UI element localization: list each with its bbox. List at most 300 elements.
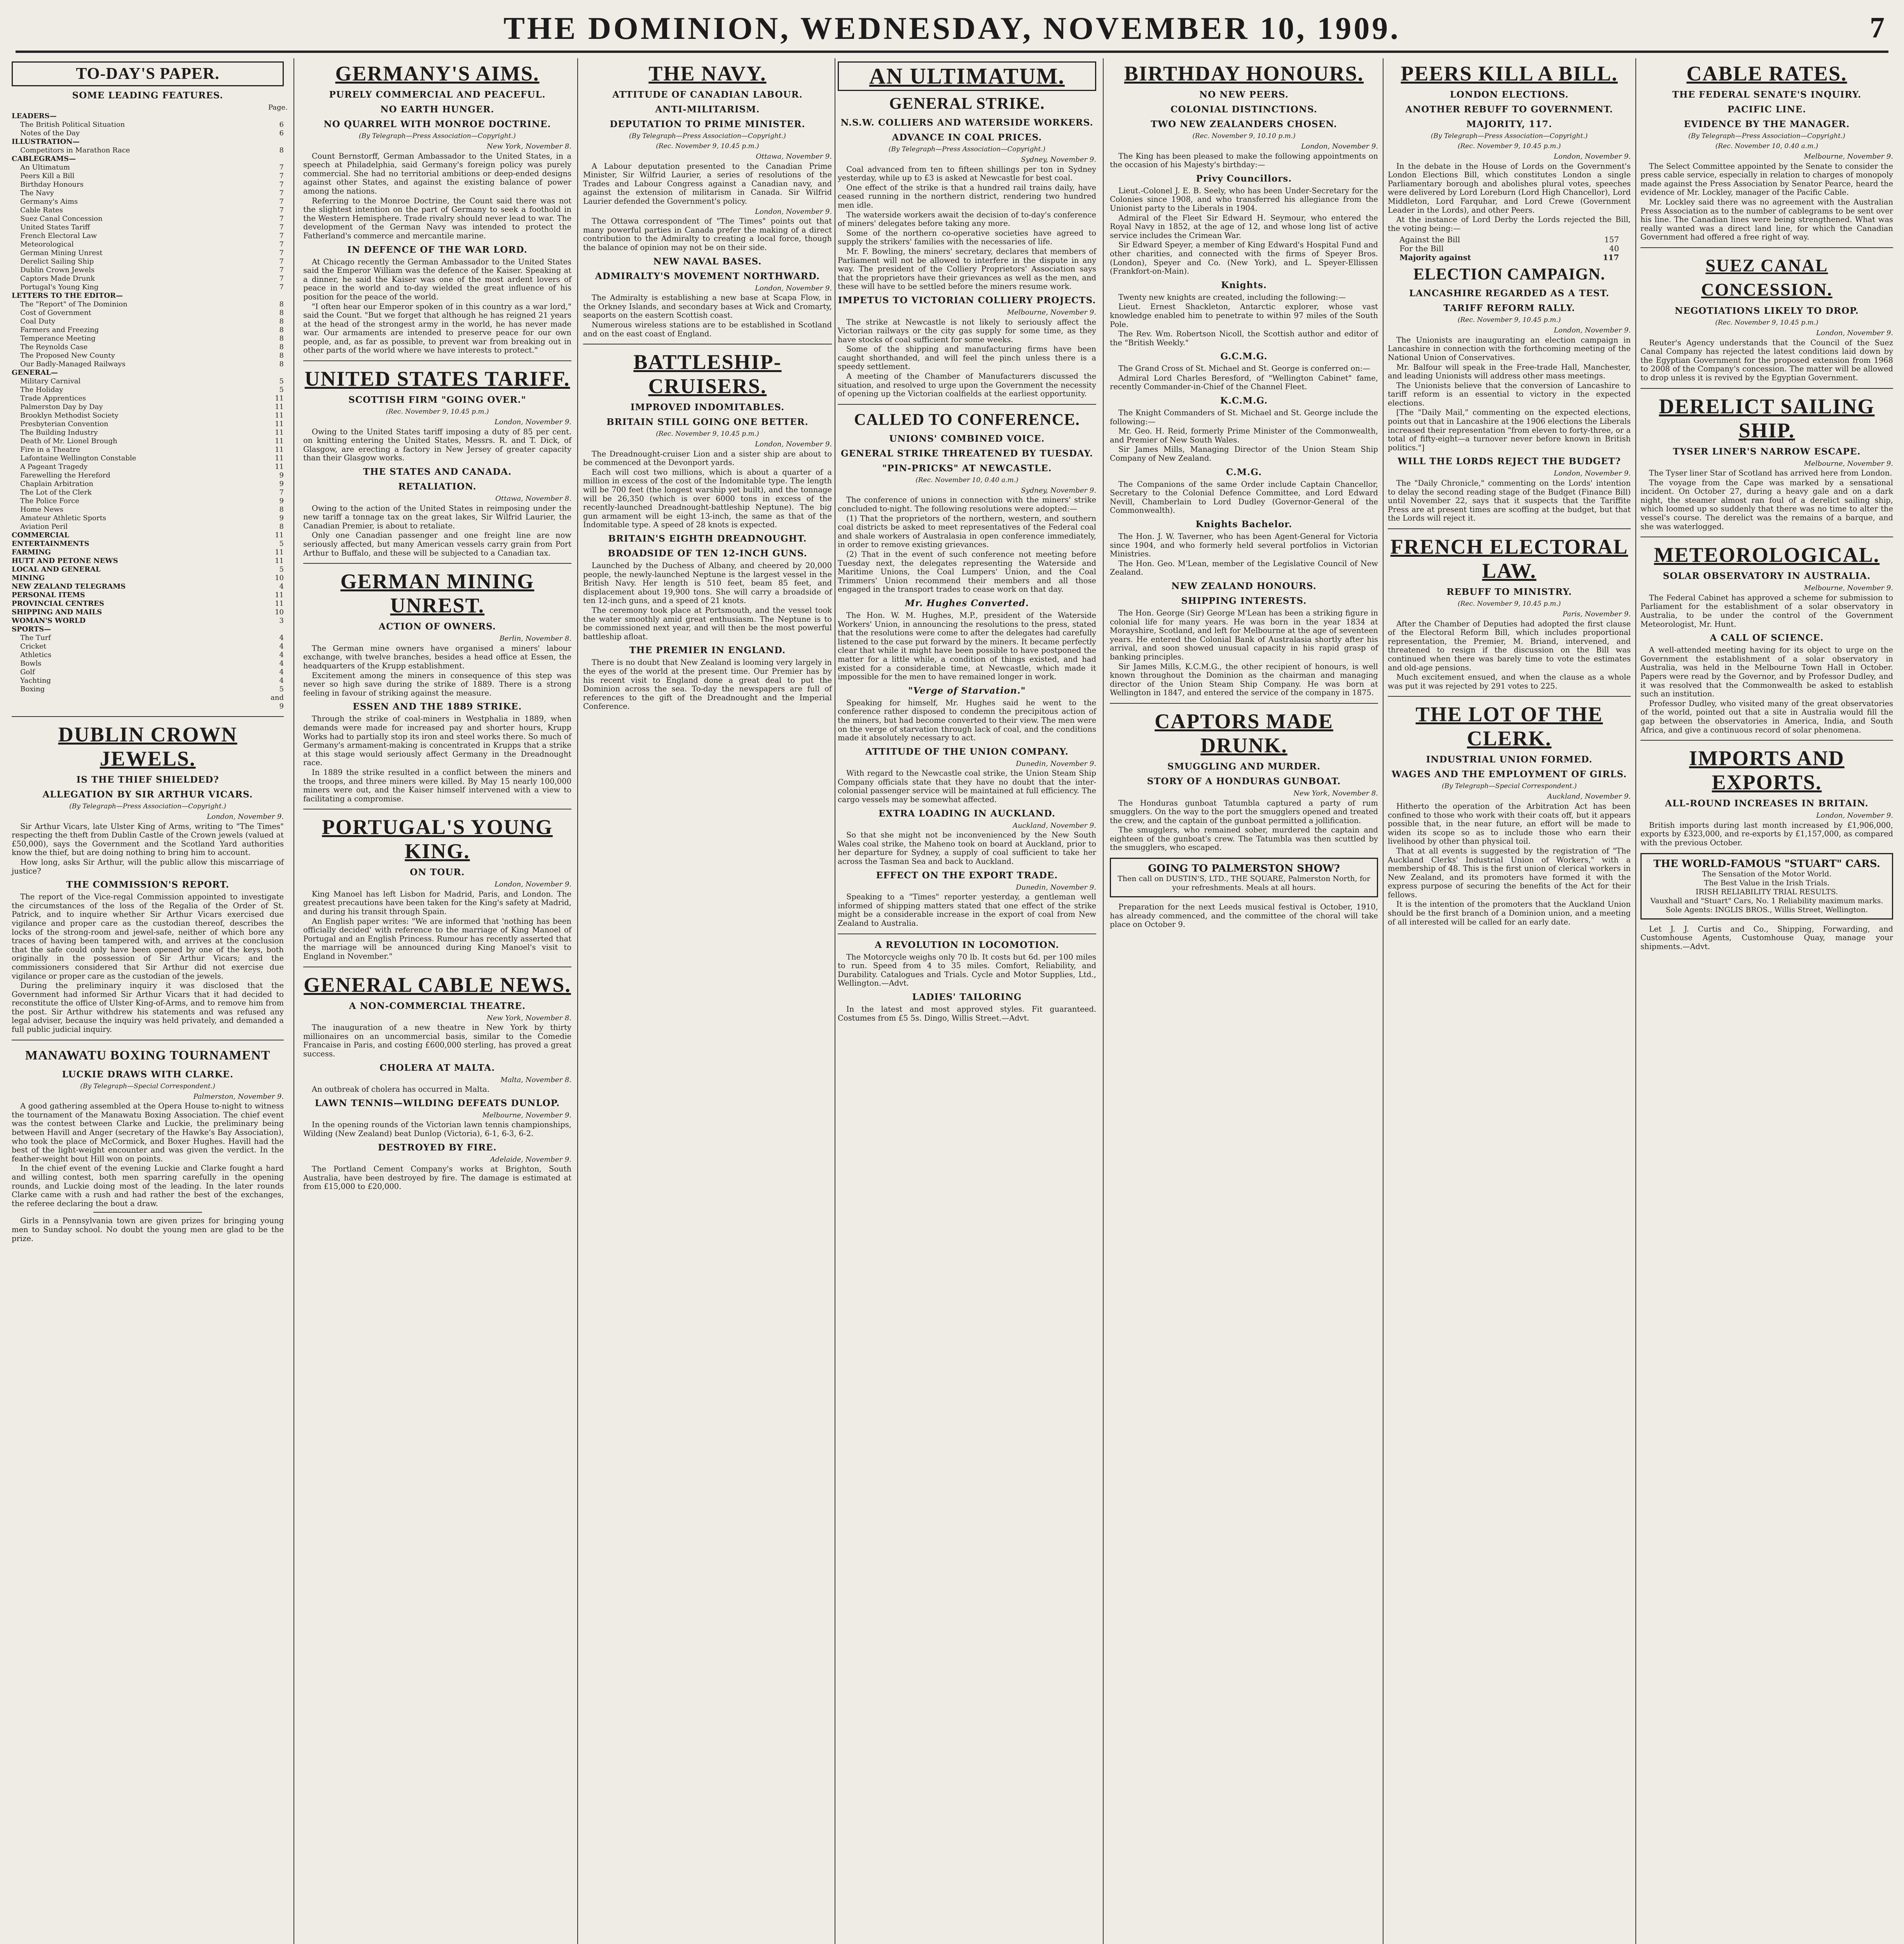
toc-entry-title: Athletics xyxy=(20,651,52,659)
article-paragraph: The Honduras gunboat Tatumbla captured a party of rum smugglers. On the way to the port the smugglers opened and treated the crew, and the captain of the gunboat permitted a jollification. xyxy=(1110,798,1378,825)
article-captors-subheading-2: STORY OF A HONDURAS GUNBOAT. xyxy=(1147,776,1341,787)
advert-locomotion-heading: A REVOLUTION IN LOCOMOTION. xyxy=(875,939,1059,950)
vote-row xyxy=(1399,244,1619,253)
article-paragraph: The strike at Newcastle is not likely to seriously affect the Victorian railways or the city gas supply for some time, as they have stocks of coal sufficient for some weeks. xyxy=(838,317,1096,344)
article-eighth-subheading: BRITAIN'S EIGHTH DREADNOUGHT. xyxy=(608,533,807,544)
article-peers-heading: PEERS KILL A BILL. xyxy=(1401,62,1618,85)
article-paragraph: Some of the shipping and manufacturing firms have been caught shorthanded, and will feel the pinch unless there is a speedy settlement. xyxy=(838,344,1096,371)
toc-entry-title: Trade Apprentices xyxy=(20,394,86,402)
received-note: (Rec. November 10, 0.40 a.m.) xyxy=(915,476,1018,484)
filler-paragraph: Girls in a Pennsylvania town are given prizes for bringing young men to Sunday school. No doubt the young men are glad to be the prize. xyxy=(12,1216,284,1243)
dateline: London, November 9. xyxy=(755,284,832,292)
toc-entry xyxy=(12,488,284,497)
toc-entry xyxy=(12,146,284,155)
article-paragraph: Referring to the Monroe Doctrine, the Count said there was not the slightest intention on the part of Germany to seek a foothold in the Western Hemisphere. Trade rivalry should never lead to war. The development of the German Navy was intended to protect the Fatherland's commerce and mercantile marine. xyxy=(303,196,571,240)
article-paragraph: During the preliminary inquiry it was disclosed that the Government had informed Sir Arthur Vicars that it had decided to reconstitute the office of Ulster King-of-Arms, and to remove him from the post. Sir Arthur withdrew his statements and was refused any legal adviser, because the inquiry was held privately, and demanded a full public judicial inquiry. xyxy=(12,981,284,1034)
article-meteorological-heading: METEOROLOGICAL. xyxy=(1654,543,1880,567)
article-commission-subheading: THE COMMISSION'S REPORT. xyxy=(66,879,229,890)
toc-entry-title: Amateur Athletic Sports xyxy=(20,514,107,522)
column-7 xyxy=(1640,58,1893,1944)
dateline: Sydney, November 9. xyxy=(1021,486,1096,495)
toc-entry-title: Golf xyxy=(20,668,35,676)
toc-entry-page: 8 xyxy=(279,351,284,360)
toc-entry xyxy=(12,677,284,685)
article-paragraph: A Labour deputation presented to the Canadian Prime Minister, Sir Wilfrid Laurier, a series of resolutions of the Trades and Labour Congress against a Canadian navy, and against the extension of militarism in Canada. Sir Wilfrid Laurier defended the Government's policy. xyxy=(583,161,832,206)
toc-entry xyxy=(12,420,284,428)
toc-entry-page: 8 xyxy=(279,309,284,317)
article-paragraph: Lieut. Ernest Shackleton, Antarctic explorer, whose vast knowledge enabled him to penetrate to within 97 miles of the South Pole. xyxy=(1110,302,1378,329)
article-paragraph: Sir Edward Speyer, a member of King Edward's Hospital Fund and other charities, and connected with the firms of Speyer Bros. (London), Speyer and Co. (New York), and L. Speyer-Ellissen (Frankfort-on-Main). xyxy=(1110,240,1378,276)
toc-entry-page: 11 xyxy=(275,394,284,402)
dateline: Dunedin, November 9. xyxy=(1016,759,1096,768)
article-paragraph: Professor Dudley, who visited many of the great observatories of the world, pointed out that a site in Australia would fill the gap between the observatories in America, India, and South Africa, and give a continuous record of solar phenomena. xyxy=(1640,699,1893,734)
toc-entry xyxy=(12,411,284,420)
toc-entry xyxy=(12,591,284,600)
divider xyxy=(12,716,284,717)
article-paragraph: There is no doubt that New Zealand is looming very largely in the eyes of the world at the present time. Our Premier has by his recent visit to England done a great deal to put the Dominion across the sea. To-day the newspapers are full of references to the gift of the Dreadnought and the Imperial Conference. xyxy=(583,658,832,711)
article-paragraph: The Knight Commanders of St. Michael and St. George include the following:— xyxy=(1110,408,1378,426)
toc-entry-page: 8 xyxy=(279,334,284,343)
advert-heading: GOING TO PALMERSTON SHOW? xyxy=(1148,863,1340,875)
article-conference-subheading-3: "PIN-PRICKS" AT NEWCASTLE. xyxy=(882,463,1052,474)
advert-stuart-cars xyxy=(1640,853,1893,920)
article-paragraph: Speaking to a "Times" reporter yesterday, a gentleman well informed of shipping matters stated that one effect of the strike might be a considerable increase in the export of coal from New Zealand to Australia. xyxy=(838,892,1096,928)
article-essen-subheading: ESSEN AND THE 1889 STRIKE. xyxy=(353,701,522,712)
toc-entry-title: Farewelling the Hereford xyxy=(20,471,110,479)
dateline: Paris, November 9. xyxy=(1562,610,1631,618)
toc-entry-title: CABLEGRAMS— xyxy=(12,155,76,163)
toc-entry-page: 7 xyxy=(279,274,284,283)
toc-entry xyxy=(12,600,284,608)
toc-entry xyxy=(12,454,284,463)
toc-entry-page: 5 and 9 xyxy=(271,685,284,710)
article-paragraph: King Manoel has left Lisbon for Madrid, Paris, and London. The greatest precautions have been taken for the King's safety at Madrid, and during his transit through Spain. xyxy=(303,889,571,916)
toc-entry-title: Palmerston Day by Day xyxy=(20,403,103,411)
article-paragraph: It is the intention of the promoters that the Auckland Union should be the first branch of a Dominion union, and a meeting of all interested will be called for an early date. xyxy=(1388,900,1631,927)
toc-entry-title: The British Political Situation xyxy=(20,121,125,129)
article-paragraph: The Hon. J. W. Taverner, who has been Agent-General for Victoria since 1904, and who formerly held several portfolios in Victorian Ministries. xyxy=(1110,532,1378,559)
toc-entry xyxy=(12,112,284,121)
toc-entry xyxy=(12,240,284,249)
article-dublin-subheading-2: ALLEGATION BY SIR ARTHUR VICARS. xyxy=(42,789,253,800)
article-boxing-subheading: LUCKIE DRAWS WITH CLARKE. xyxy=(62,1069,234,1080)
vote-label: For the Bill xyxy=(1399,243,1444,253)
received-note: (Rec. November 9, 10.45 p.m.) xyxy=(1715,318,1818,327)
article-navy-heading: THE NAVY. xyxy=(648,62,767,85)
toc-entry-title: Our Badly-Managed Railways xyxy=(20,360,126,368)
toc-entry xyxy=(12,428,284,437)
article-paragraph: The Unionists believe that the conversion of Lancashire to tariff reform is an essential to victory in the expected elections. xyxy=(1388,381,1631,407)
toc-entry-page: 11 xyxy=(275,531,284,539)
article-dublin-subheading: IS THE THIEF SHIELDED? xyxy=(76,774,219,785)
received-note: (Rec. November 9, 10.45 p.m.) xyxy=(1457,600,1561,608)
kcmg-subheading: K.C.M.G. xyxy=(1220,395,1268,406)
toc-heading: TO-DAY'S PAPER. xyxy=(12,61,284,86)
toc-entry xyxy=(12,497,284,505)
article-paragraph: In 1889 the strike resulted in a conflict between the miners and the troops, and three miners were killed. By May 15 nearly 100,000 miners were out, and the Kaiser himself intervened with a view to facilitating a compromise. xyxy=(303,767,571,803)
dateline: Auckland, November 9. xyxy=(1013,821,1096,830)
dateline: Ottawa, November 9. xyxy=(756,152,832,161)
toc-entry xyxy=(12,531,284,540)
article-paragraph: Mr. Lockley said there was no agreement with the Australian Press Association as to the number of cablegrams to be sent over his line. The Canadian lines were being strengthened. What was really wanted was a direct land line, for which the Canadian Government had offered a free right of way. xyxy=(1640,197,1893,242)
dateline: Melbourne, November 9. xyxy=(1804,152,1893,161)
column-rule xyxy=(1635,58,1636,1944)
article-canada-subheading: THE STATES AND CANADA. xyxy=(363,467,512,477)
toc-entry-page: 7 xyxy=(279,189,284,197)
toc-entry xyxy=(12,557,284,565)
toc-entry xyxy=(12,369,284,377)
toc-entry-title: Lafontaine Wellington Constable xyxy=(20,454,136,462)
vote-count: 157 xyxy=(1604,235,1619,245)
vote-label: Majority against xyxy=(1399,252,1471,262)
column-5 xyxy=(1110,58,1378,1944)
toc-entry-title: The Building Industry xyxy=(20,428,98,437)
vote-label: Against the Bill xyxy=(1399,235,1460,245)
toc-entry-page xyxy=(268,625,284,634)
toc-entry xyxy=(12,232,284,240)
article-cruisers-subheading: IMPROVED INDOMITABLES. xyxy=(630,402,785,413)
toc-entry-title: Notes of the Day xyxy=(20,129,80,137)
article-paragraph: The ceremony took place at Portsmouth, and the vessel took the water smoothly amid great enthusiasm. The Neptune is to be commissioned next year, and will then be the most powerful battleship afloat. xyxy=(583,606,832,641)
article-paragraph: [The "Daily Mail," commenting on the expected elections, points out that in Lancashire at the 1906 elections the Liberals increased their representation "from eleven to forty-three, or a total of fifty-eight—a turnover never before known in British politics."] xyxy=(1388,408,1631,452)
article-mining-subheading: ACTION OF OWNERS. xyxy=(379,621,496,632)
article-portugal-subheading: ON TOUR. xyxy=(410,867,465,878)
toc-entry xyxy=(12,617,284,625)
toc-entry-page: 9 xyxy=(279,471,284,479)
toc-entry-page: 8 xyxy=(279,326,284,334)
toc-entry-title: FARMING xyxy=(12,548,51,556)
toc-entry-title: SPORTS— xyxy=(12,625,51,633)
article-paragraph: The Admiralty is establishing a new base at Scapa Flow, in the Orkney Islands, and secondary bases at Wick and Cromarty, seaports on the eastern Scottish coast. xyxy=(583,293,832,320)
toc-entry-page: 10 xyxy=(275,608,284,616)
advert-lines xyxy=(1645,870,1888,914)
article-paragraph: In the chief event of the evening Luckie and Clarke fought a hard and willing contest, both men sparring carefully in the opening rounds, and Luckie doing most of the leading. In the later rounds Clarke came with a rush and had rather the best of the exchanges, the referee declaring the bout a draw. xyxy=(12,1164,284,1208)
article-paragraph: Owing to the United States tariff imposing a duty of 85 per cent. on knitting entering the United States, Messrs. R. and T. Dick, of Glasgow, are erecting a factory in New Jersey of greater capacity than their Glasgow works. xyxy=(303,427,571,463)
article-paragraph: Mr. Geo. H. Reid, formerly Prime Minister of the Commonwealth, and Premier of New South Wales. xyxy=(1110,427,1378,444)
toc-entry xyxy=(12,300,284,309)
toc-entry-page: 8 xyxy=(279,300,284,308)
toc-entry-title: Coal Duty xyxy=(20,317,56,325)
dateline: London, November 9. xyxy=(1816,329,1893,337)
masthead xyxy=(16,8,1888,53)
article-paragraph: The Federal Cabinet has approved a scheme for submission to Parliament for the establishment of a solar observatory in Australia, to be under the control of the Government Meteorologist, Mr. Hunt. xyxy=(1640,593,1893,629)
press-credit: (By Telegraph—Press Association—Copyright.) xyxy=(1688,132,1845,140)
article-paragraph: Lieut.-Colonel J. E. B. Seely, who has been Under-Secretary for the Colonies since 1908, and who transferred his allegiance from the Unionist party to the Liberals in 1904. xyxy=(1110,186,1378,213)
toc-entry xyxy=(12,394,284,403)
toc-entry-page: 11 xyxy=(275,403,284,411)
article-paragraph: The German mine owners have organised a miners' labour exchange, with twelve branches, besides a head office at Essen, the headquarters of the Krupp establishment. xyxy=(303,643,571,670)
dateline: Melbourne, November 9. xyxy=(1804,584,1893,593)
toc-entry-page: 8 xyxy=(279,523,284,531)
toc-entry-title: United States Tariff xyxy=(20,223,90,231)
dateline: Adelaide, November 9. xyxy=(490,1155,571,1164)
divider xyxy=(303,360,571,361)
toc-entry xyxy=(12,634,284,642)
article-strike-subheading: N.S.W. COLLIERS AND WATERSIDE WORKERS. xyxy=(840,117,1093,128)
toc-entry-title: Home News xyxy=(20,505,64,514)
article-paragraph: That at all events is suggested by the registration of "The Auckland Clerks' Industrial Union of Workers," with a membership of 48. This is the first union of clerical workers in New Zealand, and its promoters have formed it with the express purpose of securing the benefits of the Act for their fellows. xyxy=(1388,846,1631,899)
toc-entry xyxy=(12,343,284,351)
article-rates-subheading: THE FEDERAL SENATE'S INQUIRY. xyxy=(1672,89,1862,100)
article-union-company-subheading: ATTITUDE OF THE UNION COMPANY. xyxy=(865,746,1069,757)
toc-subheading: SOME LEADING FEATURES. xyxy=(72,90,224,101)
toc-entry-page: 7 xyxy=(279,232,284,240)
privy-councillors-subheading: Privy Councillors. xyxy=(1196,173,1292,184)
article-paragraph: The Grand Cross of St. Michael and St. George is conferred on:— xyxy=(1118,364,1370,373)
toc-entry-title: Derelict Sailing Ship xyxy=(20,257,94,266)
toc-entry-title: HUTT AND PETONE NEWS xyxy=(12,557,118,565)
toc-entry xyxy=(12,360,284,369)
article-paragraph: Sir Arthur Vicars, late Ulster King of Arms, writing to "The Times" respecting the theft from Dublin Castle of the Crown jewels (valued at £50,000), says the Government and the Scotland Yard authorities know the thief, but are doing nothing to bring him to account. xyxy=(12,822,284,857)
toc-entry xyxy=(12,386,284,394)
article-suez-subheading: NEGOTIATIONS LIKELY TO DROP. xyxy=(1675,305,1859,316)
divider xyxy=(303,563,571,564)
article-paragraph: The Portland Cement Company's works at Brighton, South Australia, have been destroyed by fire. The damage is estimated at from £15,000 to £20,000. xyxy=(303,1164,571,1191)
article-derelict-subheading: TYSER LINER'S NARROW ESCAPE. xyxy=(1673,446,1861,457)
filler-paragraph: Let J. J. Curtis and Co., Shipping, Forwarding, and Customhouse Agents, Customhouse Quay, manage your shipments.—Advt. xyxy=(1640,924,1893,951)
toc-entry-page: 11 xyxy=(275,446,284,454)
article-cruisers-heading: BATTLESHIP-CRUISERS. xyxy=(633,350,782,398)
article-paragraph: Admiral Lord Charles Beresford, of "Wellington Cabinet" fame, recently Commander-in-Chief of the Channel Fleet. xyxy=(1110,373,1378,392)
toc-entry-title: Aviation Peril xyxy=(20,523,68,531)
toc-entry xyxy=(12,446,284,454)
article-paragraph: Coal advanced from ten to fifteen shillings per ton in Sydney yesterday, while up to £3 is asked at Newcastle for best coal. xyxy=(838,164,1096,183)
toc-entry-page: 11 xyxy=(275,600,284,608)
article-theatre-subheading: A NON-COMMERCIAL THEATRE. xyxy=(349,1000,526,1011)
toc-entry-page: 3 xyxy=(279,617,284,625)
toc-entry xyxy=(12,480,284,488)
toc-entry-page: 7 xyxy=(279,172,284,180)
article-campaign-subheading-2: TARIFF REFORM RALLY. xyxy=(1443,303,1576,314)
dateline: Sydney, November 9. xyxy=(1021,156,1096,164)
toc-entry xyxy=(12,172,284,180)
article-paragraph: (1) That the proprietors of the northern, western, and southern coal districts be asked to meet representatives of the Federal coal and shale workers of Australasia in open conference immediately, in order to remove existing grievances. xyxy=(838,514,1096,549)
toc-entry-page xyxy=(268,369,284,377)
toc-entry-page: 7 xyxy=(279,283,284,291)
article-paragraph: An outbreak of cholera has occurred in Malta. xyxy=(312,1085,490,1094)
received-note: (Rec. November 9, 10.45 p.m.) xyxy=(656,430,759,438)
toc-entry-page: 7 xyxy=(279,249,284,257)
toc-entry-title: LETTERS TO THE EDITOR— xyxy=(12,292,123,300)
toc-entry-title: PERSONAL ITEMS xyxy=(12,591,85,599)
dateline: London, November 9. xyxy=(755,440,832,449)
column-2 xyxy=(303,58,571,1944)
toc-entry xyxy=(12,292,284,300)
article-cruisers-subheading-2: BRITAIN STILL GOING ONE BETTER. xyxy=(606,417,809,428)
press-credit: (Rec. November 9, 10.45 p.m.) xyxy=(386,408,489,416)
toc-entry-title: Fire in a Theatre xyxy=(20,446,80,454)
article-paragraph: An English paper writes: "We are informed that 'nothing has been officially decided' with reference to the marriage of King Manoel of Portugal and an English Princess. Rumour has recently asserted that the marriage will be announced during King Manoel's visit to England in November." xyxy=(303,916,571,961)
article-peers-subheading-2: ANOTHER REBUFF TO GOVERNMENT. xyxy=(1405,104,1613,115)
toc-entry-page: 8 xyxy=(279,505,284,514)
dateline: Melbourne, November 9. xyxy=(1007,308,1096,316)
article-paragraph: The Rev. Wm. Robertson Nicoll, the Scottish author and editor of the "British Weekly." xyxy=(1110,329,1378,347)
received-note: (Rec. November 9, 10.45 p.m.) xyxy=(656,142,759,150)
article-paragraph: Through the strike of coal-miners in Westphalia in 1889, when demands were made for increased pay and shorter hours, Krupp Works had to partially stop its iron and steel works there. So much of Germany's armament-making is concentrated in Krupps that a strike at this stage would seriously affect Germany in the Dreadnought race. xyxy=(303,714,571,767)
toc-entry-title: The "Report" of The Dominion xyxy=(20,300,128,308)
article-auckland-subheading: EXTRA LOADING IN AUCKLAND. xyxy=(878,808,1056,819)
toc-entry-title: Birthday Honours xyxy=(20,180,84,189)
toc-entry xyxy=(12,163,284,172)
article-peers-subheading-3: MAJORITY, 117. xyxy=(1466,119,1552,129)
article-paragraph: At Chicago recently the German Ambassador to the United States said the Emperor William was the defence of the Kaiser. Speaking at a dinner, he said the Kaiser was one of the most ardent lovers of peace in the world and to-day wielded the great influence of his position for the peace of the world. xyxy=(303,257,571,301)
toc-entry-title: ILLUSTRATION— xyxy=(12,138,80,146)
article-paragraph: Only one Canadian passenger and one freight line are now seriously affected, but many American vessels carry grain from Port Arthur to Buffalo, and these will be subjected to a Canadian tax. xyxy=(303,531,571,558)
article-ultimatum-heading: AN ULTIMATUM. xyxy=(838,61,1096,91)
toc-entry-title: Cost of Government xyxy=(20,309,91,317)
toc-entry-page: 11 xyxy=(275,454,284,462)
article-paragraph: The waterside workers await the decision of to-day's conference of miners' delegates before taking any more. xyxy=(838,210,1096,228)
article-germany-subheading: PURELY COMMERCIAL AND PEACEFUL. xyxy=(329,89,546,100)
toc-entry-page xyxy=(268,292,284,300)
advert-line: IRISH RELIABILITY TRIAL RESULTS. xyxy=(1696,887,1838,896)
article-warlord-subheading: IN DEFENCE OF THE WAR LORD. xyxy=(347,244,528,255)
article-campaign-heading: ELECTION CAMPAIGN. xyxy=(1413,266,1605,284)
toc-entry-title: NEW ZEALAND TELEGRAMS xyxy=(12,582,126,591)
toc-entry-title: Farmers and Freezing xyxy=(20,326,99,334)
toc-entry xyxy=(12,540,284,548)
advert-tailoring-heading: LADIES' TAILORING xyxy=(912,991,1022,1002)
toc-entry-title: Yachting xyxy=(20,677,51,685)
toc-entry-title: An Ultimatum xyxy=(20,163,70,171)
dateline: London, November 9. xyxy=(494,418,571,427)
dateline: London, November 9. xyxy=(1554,326,1631,335)
article-paragraph: The Hon. George (Sir) George M'Lean has been a striking figure in colonial life for many years. He was born in the year 1834 at Morayshire, Scotland, and left for Melbourne at the age of seventeen years. He entered the Colonial Bank of Australasia shortly after his arrival, and soon showed unusual capacity in his rapid grasp of banking principles. xyxy=(1110,608,1378,661)
advert-line: Vauxhall and "Stuart" Cars, No. 1 Reliability maximum marks. xyxy=(1650,896,1883,905)
column-rule xyxy=(293,58,294,1944)
toc-entry-page: 7 xyxy=(279,223,284,231)
article-paragraph: British imports during last month increased by £1,906,000, exports by £323,000, and re-exports by £1,157,000, as compared with the previous October. xyxy=(1640,820,1893,847)
column-3 xyxy=(583,58,832,1944)
divider xyxy=(93,1212,202,1213)
toc-entry-page: 4 xyxy=(279,659,284,668)
masthead-title: THE DOMINION, WEDNESDAY, NOVEMBER 10, 1909. xyxy=(503,10,1401,46)
toc-entry-page: 7 xyxy=(279,180,284,189)
vote-count: 40 xyxy=(1609,243,1619,253)
toc-entry xyxy=(12,523,284,531)
article-conference-subheading: UNIONS' COMBINED VOICE. xyxy=(889,433,1045,444)
advert-paragraph: The Motorcycle weighs only 70 lb. It costs but 6d. per 100 miles to run. Speed from 4 to 35 miles. Comfort, Reliability, and Durability. Catalogues and Trials. Cycle and Motor Supplies, Ltd., Wellington.—Advt. xyxy=(838,952,1096,988)
dateline: Berlin, November 8. xyxy=(499,635,571,643)
article-paragraph: One effect of the strike is that a hundred rail trains daily, have ceased running in the northern district, rendering two hundred men idle. xyxy=(838,183,1096,210)
toc-entry-page: 8 xyxy=(279,360,284,368)
received-note: (Rec. November 9, 10.45 p.m.) xyxy=(1457,316,1561,324)
toc-entry xyxy=(12,257,284,266)
article-tennis-subheading: LAWN TENNIS—WILDING DEFEATS DUNLOP. xyxy=(314,1098,560,1108)
article-paragraph: The King has been pleased to make the following appointments on the occasion of his Majesty's birthday:— xyxy=(1110,151,1378,170)
toc-entry-title: Dublin Crown Jewels xyxy=(20,266,95,274)
divider xyxy=(1388,696,1631,697)
toc-entry-title: French Electoral Law xyxy=(20,232,97,240)
toc-entry xyxy=(12,249,284,257)
article-tariff-heading: UNITED STATES TARIFF. xyxy=(304,367,570,391)
toc-entry-page: 7 xyxy=(279,206,284,214)
article-budget-subheading: WILL THE LORDS REJECT THE BUDGET? xyxy=(1397,456,1621,467)
article-strike-subheading-2: ADVANCE IN COAL PRICES. xyxy=(892,132,1042,143)
toc-entry-title: ENTERTAINMENTS xyxy=(12,540,89,548)
toc-entry xyxy=(12,206,284,215)
toc-entry-title: LOCAL AND GENERAL xyxy=(12,565,101,573)
toc-entry xyxy=(12,317,284,326)
toc-entry xyxy=(12,463,284,471)
toc-entry-page xyxy=(268,138,284,146)
article-fire-subheading: DESTROYED BY FIRE. xyxy=(378,1142,497,1153)
toc-entry-page: 11 xyxy=(275,428,284,437)
advert-text: Then call on DUSTIN'S, LTD., THE SQUARE, Palmerston North, for your refreshments. Meals at all hours. xyxy=(1117,874,1370,892)
divider xyxy=(1640,388,1893,389)
toc-entry xyxy=(12,505,284,514)
vote-table xyxy=(1399,235,1619,262)
divider xyxy=(1388,528,1631,529)
article-paragraph: Each will cost two millions, which is about a quarter of a million in excess of the cost of the Indomitable type. The length will be 700 feet (the longest warship yet built), and the tonnage will be 26,350 (which is over 6000 tons in excess of the recently-launched Dreadnought-battleship Neptune). The big gun armament will be eight 13-inch, the same as that of the Indomitable type. A speed of 28 knots is expected. xyxy=(583,467,832,530)
toc-entry xyxy=(12,138,284,146)
toc-entry-page: 7 xyxy=(279,257,284,266)
toc-entry-title: Brooklyn Methodist Society xyxy=(20,411,119,420)
toc-entry-title: WOMAN'S WORLD xyxy=(12,617,86,625)
article-paragraph: The report of the Vice-regal Commission appointed to investigate the circumstances of the loss of the Regalia of the Order of St. Patrick, and to inquire whether Sir Arthur Vicars exercised due vigilance and proper care as the custodian thereof, describes the locks of the strong-room and jewel-safe, neither of which bore any traces of having been tampered with, and arrives at the conclusion that the safe could only have been opened by one of the keys, both originally in the possession of Sir Arthur Vicars; and the commissioners considered that Sir Arthur did not exercise due vigilance or proper care as the custodian of the jewels. xyxy=(12,892,284,981)
toc-entry-page: 6 xyxy=(279,121,284,129)
toc-entry-title: Cricket xyxy=(20,642,47,650)
dateline: Ottawa, November 8. xyxy=(495,495,571,503)
toc-entry-page: 7 xyxy=(279,266,284,274)
toc-entry xyxy=(12,223,284,232)
divider xyxy=(1640,247,1893,248)
advert-heading: THE WORLD-FAMOUS "STUART" CARS. xyxy=(1653,858,1880,870)
article-honours-heading: BIRTHDAY HONOURS. xyxy=(1124,62,1364,85)
article-paragraph: Mr. Balfour will speak in the Free-trade Hall, Manchester, and leading Unionists will address other mass meetings. xyxy=(1388,362,1631,381)
article-paragraph: The Hon. W. M. Hughes, M.P., president of the Waterside Workers' Union, in announcing the resolutions to the press, stated that the resolutions were come to after the delegates had carefully listened to the case put forward by the miners. It became perfectly clear that while it might have been possible to have postponed the matter for a little while, a condition of things existed, and had existed for a considerable time, at Newcastle, which made it impossible for the men to have remained longer in work. xyxy=(838,610,1096,682)
article-paragraph: The smugglers, who remained sober, murdered the captain and eighteen of the gunboat's crew. The Tatumbla was then scuttled by the smugglers, who escaped. xyxy=(1110,825,1378,852)
toc-entry-page: 11 xyxy=(275,420,284,428)
press-credit: (By Telegraph—Press Association—Copyright.) xyxy=(1431,132,1588,140)
article-paragraph: At the instance of Lord Derby the Lords rejected the Bill, the voting being:— xyxy=(1388,215,1631,233)
toc-entry-title: The Lot of the Clerk xyxy=(20,488,92,496)
article-derelict-heading: DERELICT SAILING SHIP. xyxy=(1659,394,1875,442)
toc-page-header: Page. xyxy=(268,103,288,112)
toc-entry-title: The Proposed New County xyxy=(20,351,115,360)
toc-entry-title: MINING xyxy=(12,574,45,582)
toc-entry xyxy=(12,642,284,651)
received-note: (Rec. November 9, 10.10 p.m.) xyxy=(1192,132,1296,140)
article-paragraph: A good gathering assembled at the Opera House to-night to witness the tournament of the Manawatu Boxing Association. The chief event was the contest between Clarke and Luckie, the preliminary being between Havill and Anger (secretary of the Hawke's Bay Association), who took the place of McCormick, and Boxer Hughes. Havill had the best of the light-weight encounter and was given the verdict. In the feather-weight bout Hill won on points. xyxy=(12,1101,284,1163)
article-paragraph: (2) That in the event of such conference not meeting before Tuesday next, the delegates representing the Waterside and Maritime Unions, the Coal Lumpers' Union, and the Coal Trimmers' Union recommend their members and all those engaged in the transport trades to cease work on that day. xyxy=(838,550,1096,594)
article-paragraph: In the opening rounds of the Victorian lawn tennis championships, Wilding (New Zealand) beat Dunlop (Victoria), 6-1, 6-3, 6-2. xyxy=(303,1120,571,1138)
toc-entry-page: 7 xyxy=(279,163,284,171)
article-paragraph: The "Daily Chronicle," commenting on the Lords' intention to delay the second reading stage of the Budget (Finance Bill) until November 22, says that it suspects that the Tariffite Press are at present times are scoffing at the budget, but that the Lords will reject it. xyxy=(1388,479,1631,523)
nz-honours-subheading: NEW ZEALAND HONOURS. xyxy=(1171,580,1317,591)
toc-entry xyxy=(12,659,284,668)
article-honours-subheading: NO NEW PEERS. xyxy=(1199,89,1289,100)
divider xyxy=(1640,740,1893,741)
article-captors-subheading: SMUGGLING AND MURDER. xyxy=(1167,761,1321,772)
toc-entry-page: 7 xyxy=(279,198,284,206)
toc-entry-title: Suez Canal Concession xyxy=(20,215,103,223)
dateline: Dunedin, November 9. xyxy=(1016,883,1096,892)
toc-entry-page: 11 xyxy=(275,548,284,556)
toc-entry-title: Peers Kill a Bill xyxy=(20,172,75,180)
toc-entry-title: The Reynolds Case xyxy=(20,343,88,351)
toc-entry xyxy=(12,326,284,334)
dateline: Malta, November 8. xyxy=(500,1075,571,1084)
column-rule xyxy=(1103,58,1104,1944)
article-imports-subheading: ALL-ROUND INCREASES IN BRITAIN. xyxy=(1665,798,1869,809)
article-paragraph: After the Chamber of Deputies had adopted the first clause of the Electoral Reform Bill, which includes proportional representation, the Premier, M. Briand, intervened, and threatened to resign if the discussion on the Bill was continued when there was barely time to vote the estimates and old-age pensions. xyxy=(1388,619,1631,672)
toc-entry xyxy=(12,548,284,557)
press-credit: (By Telegraph—Special Correspondent.) xyxy=(1441,782,1577,790)
article-premier-subheading: THE PREMIER IN ENGLAND. xyxy=(629,645,786,656)
toc-entry-page: 5 xyxy=(279,565,284,573)
article-paragraph: Much excitement ensued, and when the clause as a whole was put it was rejected by 291 votes to 225. xyxy=(1388,673,1631,691)
